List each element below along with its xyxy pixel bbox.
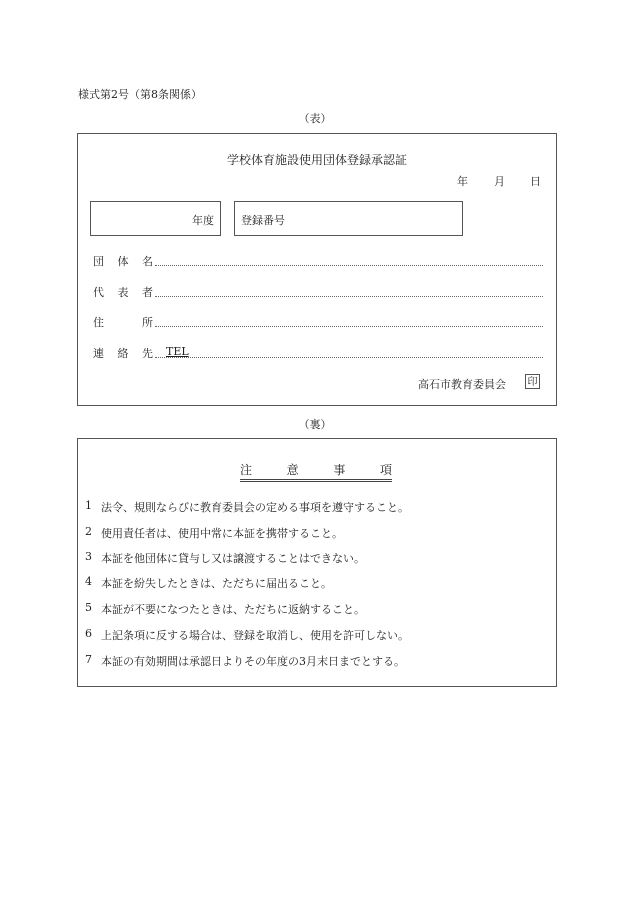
date-month-label: 月 xyxy=(494,175,505,188)
certificate-title: 学校体育施設使用団体登録承認証 xyxy=(226,153,407,167)
notice-item xyxy=(85,499,409,515)
address-line[interactable] xyxy=(155,326,543,327)
notice-item xyxy=(85,550,365,566)
notice-item-text: 法令、規則ならびに教育委員会の定める事項を遵守すること。 xyxy=(101,501,409,514)
notice-title-char: 事 xyxy=(333,463,346,477)
label-char: 連 xyxy=(93,347,104,360)
notice-title-char: 注 xyxy=(240,463,253,477)
notice-item-text: 上記条項に反する場合は、登録を取消し、使用を許可しない。 xyxy=(101,629,409,642)
registration-number-label: 登録番号 xyxy=(241,214,285,227)
front-side-label: （表） xyxy=(298,112,332,125)
notice-title-char: 意 xyxy=(286,463,299,477)
label-char: 代 xyxy=(93,286,104,299)
fiscal-year-field[interactable] xyxy=(90,201,221,236)
back-side-label: （裏） xyxy=(298,418,332,431)
address-label xyxy=(93,314,153,330)
label-char: 先 xyxy=(142,347,153,360)
label-char: 者 xyxy=(142,286,153,299)
representative-line[interactable] xyxy=(155,296,543,297)
notice-item-text: 使用責任者は、使用中常に本証を携帯すること。 xyxy=(101,527,343,540)
notice-title xyxy=(240,461,392,480)
label-char: 表 xyxy=(117,286,129,299)
notice-item-number: 6 xyxy=(85,627,92,640)
group-name-line[interactable] xyxy=(155,265,543,266)
date-day-label: 日 xyxy=(530,175,541,188)
notice-item xyxy=(85,525,343,541)
notice-item-text: 本証を紛失したときは、ただちに届出ること。 xyxy=(101,577,332,590)
front-card xyxy=(77,133,557,406)
notice-item-number: 4 xyxy=(85,575,92,588)
notice-item-text: 本証が不要になつたときは、ただちに返納すること。 xyxy=(101,603,365,616)
label-char: 体 xyxy=(117,255,129,268)
registration-number-field[interactable] xyxy=(234,201,463,236)
seal-stamp: 印 xyxy=(525,374,540,389)
group-name-label xyxy=(93,253,153,269)
label-char: 所 xyxy=(142,316,153,329)
fiscal-year-label: 年度 xyxy=(192,214,214,227)
notice-item-number: 1 xyxy=(85,499,92,512)
representative-label xyxy=(93,284,153,300)
notice-title-char: 項 xyxy=(379,463,392,477)
notice-item xyxy=(85,575,332,591)
contact-label xyxy=(93,345,153,361)
notice-item-text: 本証を他団体に貸与し又は譲渡することはできない。 xyxy=(101,552,365,565)
notice-item-number: 5 xyxy=(85,601,92,614)
label-char: 団 xyxy=(93,255,104,268)
label-char: 絡 xyxy=(117,347,129,360)
tel-label: TEL xyxy=(166,345,189,358)
notice-item-number: 3 xyxy=(85,550,92,563)
notice-item-number: 7 xyxy=(85,653,92,666)
issuer-name: 高石市教育委員会 xyxy=(418,378,506,391)
label-char: 住 xyxy=(93,316,104,329)
notice-item xyxy=(85,627,409,643)
date-year-label: 年 xyxy=(457,175,468,188)
notice-item-number: 2 xyxy=(85,525,92,538)
contact-line[interactable] xyxy=(155,357,543,358)
notice-item xyxy=(85,601,365,617)
form-number: 様式第2号（第8条関係） xyxy=(78,88,202,101)
notice-item xyxy=(85,653,405,669)
notice-item-text: 本証の有効期間は承認日よりその年度の3月末日までとする。 xyxy=(101,655,405,668)
label-char: 名 xyxy=(142,255,153,268)
